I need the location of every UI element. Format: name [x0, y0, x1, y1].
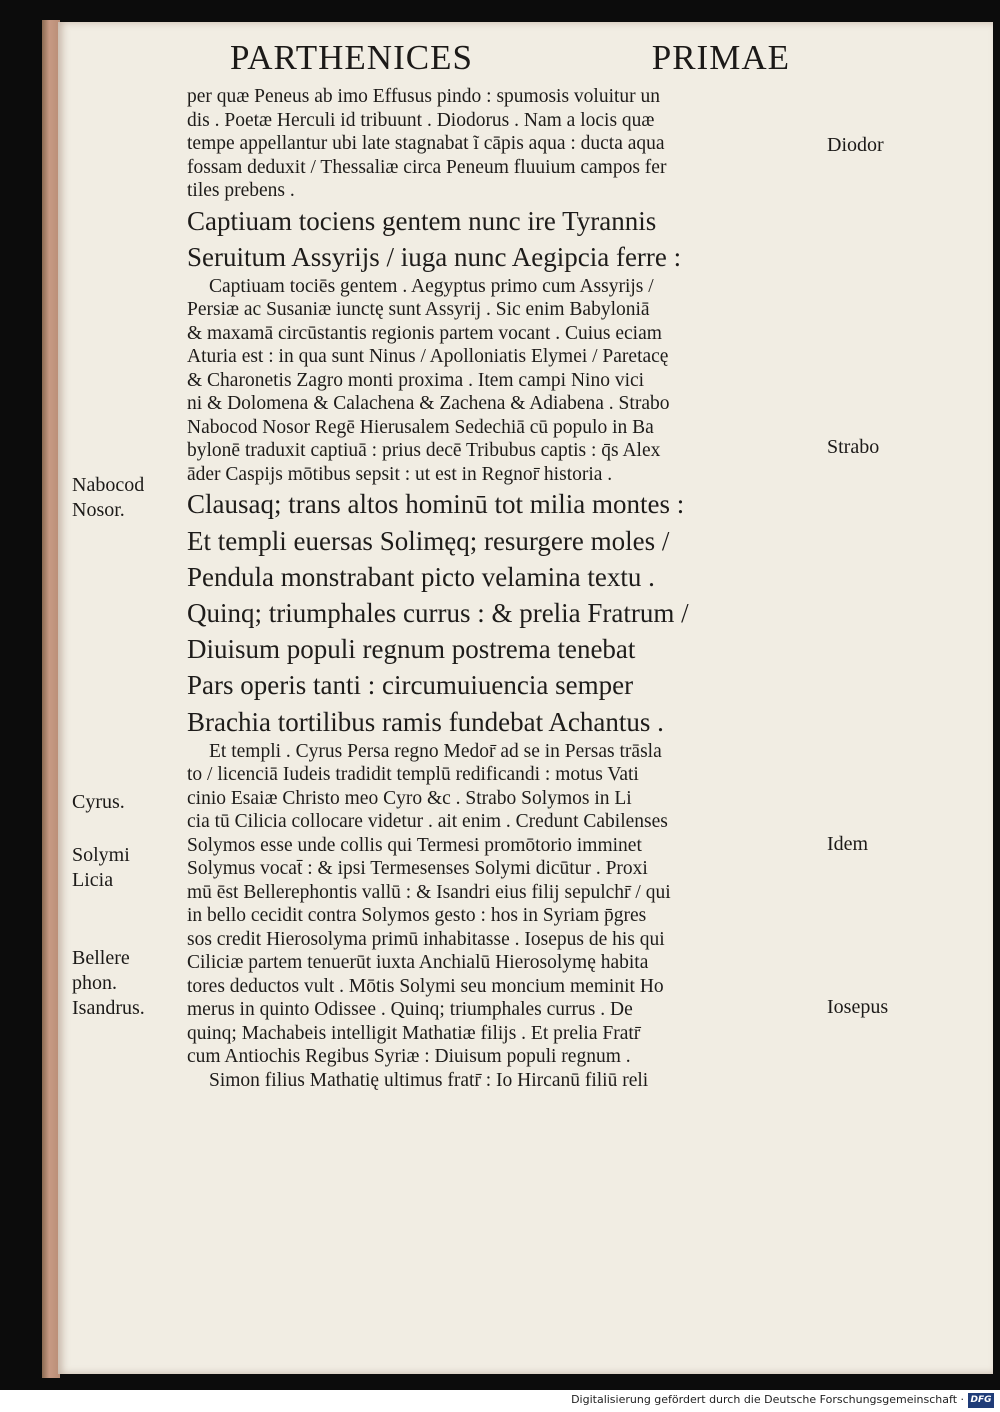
margin-note-left: Cyrus. — [72, 791, 125, 813]
text-line: in bello cecidit contra Solymos gesto : hos in Syriam p̄gres — [187, 905, 647, 927]
margin-note-left: Nosor. — [72, 499, 125, 521]
text-line: tores deductos vult . Mōtis Solymi seu moncium meminit Ho — [187, 975, 664, 997]
text-line: tempe appellantur ubi late stagnabat ĩ cāpis aqua : ducta aqua — [187, 133, 665, 154]
text-line: mū ēst Bellerephontis vallū : & Isandri eius filij sepulchr̄ / qui — [187, 881, 671, 903]
running-head — [230, 38, 790, 78]
text-line: Et templi . Cyrus Persa regno Medor̄ ad se in Persas trāsla — [209, 740, 662, 762]
text-line: Nabocod Nosor Regē Hierusalem Sedechiā cū populo in Ba — [187, 416, 654, 438]
text-line: & maxamā circūstantis regionis partem vocant . Cuius eciam — [187, 322, 662, 344]
text-line: ni & Dolomena & Calachena & Zachena & Adiabena . Strabo — [187, 393, 670, 415]
text-line: Ciliciæ partem tenuerūt iuxta Anchialū Hierosolymę habita — [187, 952, 649, 974]
text-line: to / licenciā Iudeis tradidit templū redificandi : motus Vati — [187, 764, 639, 786]
text-line: Simon filius Mathatię ultimus fratr̄ : Io Hircanū filiū reli — [209, 1069, 649, 1091]
running-head-right: PRIMAE — [651, 38, 790, 77]
verse-line: Pendula monstrabant picto velamina textu . — [187, 561, 655, 592]
text-line: Solymos esse unde collis qui Termesi promōtorio imminet — [187, 834, 642, 856]
running-head-left: PARTHENICES — [230, 38, 473, 77]
verse-line: Clausaq; trans altos hominū tot milia montes : — [187, 489, 685, 520]
verse-line: Pars operis tanti : circumuiuencia semper — [187, 670, 634, 701]
verse-line: Seruitum Assyrijs / iuga nunc Aegipcia ferre : — [187, 241, 682, 272]
text-line: Aturia est : in qua sunt Ninus / Apolloniatis Elymei / Paretacę — [187, 346, 669, 368]
verse-line: Brachia tortilibus ramis fundebat Achantus . — [187, 706, 664, 737]
text-line: fossam deduxit / Thessaliæ circa Peneum fluuium campos fer — [187, 156, 667, 178]
verse-line: Diuisum populi regnum postrema tenebat — [187, 634, 636, 665]
text-line: Solymus vocat̄ : & ipsi Termesenses Solymi dicūtur . Proxi — [187, 858, 648, 880]
text-line: dis . Poetæ Herculi id tribuunt . Diodorus . Nam a locis quæ — [187, 109, 655, 131]
margin-note-right: Idem — [827, 833, 869, 855]
margin-note-right: Iosepus — [827, 996, 889, 1018]
text-line: āder Caspijs mōtibus sepsit : ut est in Regnor̄ historia . — [187, 463, 613, 485]
margin-note-right: Diodor — [827, 134, 884, 156]
body-text — [187, 85, 812, 1092]
text-line: Persiæ ac Susaniæ iunctę sunt Assyrij . Sic enim Babyloniā — [187, 299, 650, 321]
text-line: tiles prebens . — [187, 180, 295, 201]
margin-note-right: Strabo — [827, 436, 880, 458]
text-line: Captiuam tociēs gentem . Aegyptus primo cum Assyrijs / — [209, 275, 654, 297]
text-line: cum Antiochis Regibus Syriæ : Diuisum populi regnum . — [187, 1046, 631, 1068]
margin-note-left: Nabocod — [72, 474, 145, 496]
funding-notice: Digitalisierung gefördert durch die Deutsche Forschungsgemeinschaft · — [571, 1393, 964, 1406]
verse-line: Quinq; triumphales currus : & prelia Fratrum / — [187, 598, 689, 629]
footer-bar — [0, 1390, 1000, 1412]
verse-line: Captiuam tociens gentem nunc ire Tyrannis — [187, 205, 657, 236]
text-line: per quæ Peneus ab imo Effusus pindo : spumosis voluitur un — [187, 86, 661, 107]
text-line: sos credit Hierosolyma primū inhabitasse . Iosepus de his qui — [187, 928, 665, 950]
dfg-logo: DFG — [968, 1393, 994, 1408]
margin-note-left: Isandrus. — [72, 997, 145, 1019]
text-line: quinq; Machabeis intelligit Mathatiæ filijs . Et prelia Fratr̄ — [187, 1022, 641, 1044]
verse-line: Et templi euersas Solimęq; resurgere moles / — [187, 525, 670, 556]
text-line: bylonē traduxit captiuā : prius decē Tribubus captis : q̄s Alex — [187, 440, 661, 462]
margin-note-left: phon. — [72, 972, 117, 994]
margin-note-left: Solymi — [72, 844, 130, 866]
text-line: & Charonetis Zagro monti proxima . Item campi Nino vici — [187, 369, 645, 391]
margin-note-left: Licia — [72, 869, 114, 891]
text-line: cinio Esaiæ Christo meo Cyro &c . Strabo Solymos in Li — [187, 787, 632, 809]
margin-note-left: Bellere — [72, 947, 130, 969]
text-line: merus in quinto Odissee . Quinq; triumphales currus . De — [187, 999, 633, 1021]
text-line: cia tū Cilicia collocare videtur . ait enim . Credunt Cabilenses — [187, 811, 668, 833]
